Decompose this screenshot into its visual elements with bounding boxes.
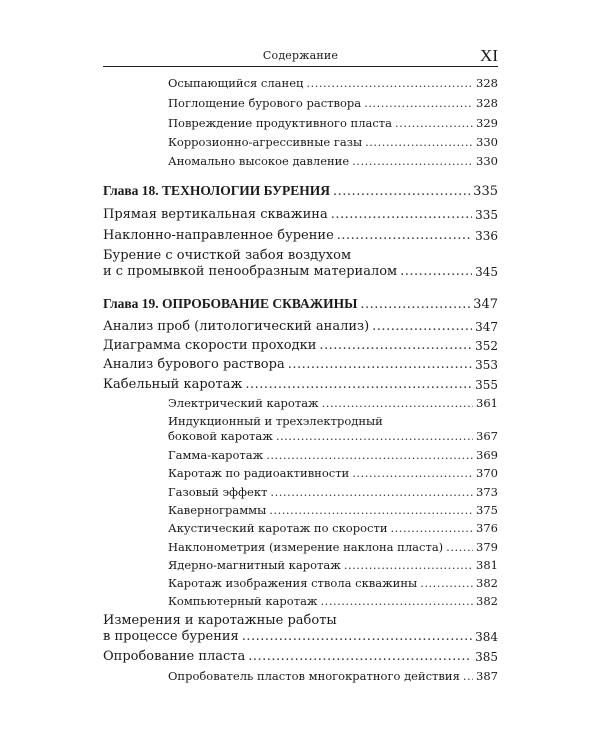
toc-chapter-entry[interactable] xyxy=(103,296,498,312)
toc-entry-label: Каротаж по радиоактивности xyxy=(168,466,350,480)
toc-entry-page: 367 xyxy=(476,429,498,443)
toc-entry[interactable] xyxy=(168,76,498,90)
toc-entry-label: Каротаж изображения ствола скважины xyxy=(168,576,418,590)
dot-leader xyxy=(248,649,472,664)
toc-entry[interactable] xyxy=(103,338,498,353)
toc-entry-page: 379 xyxy=(476,540,498,554)
toc-entry-label: и с промывкой пенообразным материалом xyxy=(103,264,398,279)
toc-entry-page: 345 xyxy=(475,265,498,279)
dot-leader xyxy=(321,594,474,608)
toc-entry[interactable] xyxy=(168,154,498,168)
toc-entry-page: 376 xyxy=(476,521,498,535)
toc-entry[interactable] xyxy=(168,594,498,608)
dot-leader xyxy=(352,154,473,168)
dot-leader xyxy=(245,377,472,392)
toc-entry-label: Аномально высокое давление xyxy=(168,154,350,168)
toc-entry-page: 336 xyxy=(475,229,498,243)
toc-entry[interactable] xyxy=(168,429,498,443)
toc-entry-label-line1: Индукционный и трехэлектродный xyxy=(168,414,383,428)
dot-leader xyxy=(269,503,473,517)
toc-entry-label: Опробование пласта xyxy=(103,649,246,664)
dot-leader xyxy=(306,76,473,90)
toc-entry-page: 330 xyxy=(476,154,498,168)
toc-entry-page: 361 xyxy=(476,396,498,410)
toc-entry[interactable] xyxy=(103,357,498,372)
dot-leader xyxy=(390,521,473,535)
toc-entry-page: 335 xyxy=(473,184,498,199)
toc-entry-page: 355 xyxy=(475,378,498,392)
toc-entry-label: Осыпающийся сланец xyxy=(168,76,304,90)
toc-entry-page: 353 xyxy=(475,358,498,372)
dot-leader xyxy=(372,319,472,334)
toc-entry[interactable] xyxy=(168,558,498,572)
toc-entry-page: 328 xyxy=(476,96,498,110)
dot-leader xyxy=(242,629,472,644)
page-number: XI xyxy=(480,46,498,65)
toc-entry-label: боковой каротаж xyxy=(168,429,273,443)
toc-entry[interactable] xyxy=(103,629,498,644)
toc-entry-page: 375 xyxy=(476,503,498,517)
toc-entry[interactable] xyxy=(103,377,498,392)
dot-leader xyxy=(319,338,472,353)
toc-entry-page: 328 xyxy=(476,76,498,90)
toc-entry-label-line1: Бурение с очисткой забоя воздухом xyxy=(103,248,352,263)
toc-entry-label: Кабельный каротаж xyxy=(103,377,243,392)
toc-entry-page: 382 xyxy=(476,576,498,590)
dot-leader xyxy=(352,466,473,480)
toc-entry-label: Повреждение продуктивного пласта xyxy=(168,116,393,130)
dot-leader xyxy=(270,485,473,499)
toc-entry[interactable] xyxy=(168,669,498,683)
toc-entry-label: Компьютерный каротаж xyxy=(168,594,318,608)
toc-entry-label: Прямая вертикальная скважина xyxy=(103,207,328,222)
toc-entry-page: 381 xyxy=(476,558,498,572)
toc-entry-label: Диаграмма скорости проходки xyxy=(103,338,317,353)
dot-leader xyxy=(364,96,473,110)
toc-entry-page: 382 xyxy=(476,594,498,608)
toc-entry[interactable] xyxy=(103,319,498,334)
toc-entry[interactable] xyxy=(168,503,498,517)
dot-leader xyxy=(360,297,470,312)
toc-entry-label: Наклонометрия (измерение наклона пласта) xyxy=(168,540,444,554)
toc-entry-page: 385 xyxy=(475,650,498,664)
dot-leader xyxy=(420,576,473,590)
toc-entry-page: 387 xyxy=(476,669,498,683)
toc-entry[interactable] xyxy=(168,448,498,462)
dot-leader xyxy=(344,558,473,572)
dot-leader xyxy=(365,135,473,149)
toc-entry-label: Наклонно-направленное бурение xyxy=(103,228,334,243)
toc-entry[interactable] xyxy=(168,521,498,535)
toc-entry-label: Электрический каротаж xyxy=(168,396,319,410)
toc-entry-label-line1: Измерения и каротажные работы xyxy=(103,613,337,628)
toc-entry-page: 369 xyxy=(476,448,498,462)
toc-entry-label: Опробователь пластов многократного действия xyxy=(168,669,460,683)
toc-entry-page: 347 xyxy=(473,297,498,312)
toc-entry-label: Поглощение бурового раствора xyxy=(168,96,362,110)
toc-entry[interactable] xyxy=(168,396,498,410)
dot-leader xyxy=(395,116,473,130)
toc-entry-label: Ядерно-магнитный каротаж xyxy=(168,558,341,572)
toc-entry[interactable] xyxy=(103,228,498,243)
toc-entry-label: Коррозионно-агрессивные газы xyxy=(168,135,363,149)
dot-leader xyxy=(322,396,473,410)
toc-entry[interactable] xyxy=(168,466,498,480)
toc-entry[interactable] xyxy=(103,649,498,664)
toc-entry[interactable] xyxy=(168,116,498,130)
dot-leader xyxy=(463,669,473,683)
toc-entry-label: Анализ проб (литологический анализ) xyxy=(103,319,370,334)
toc-entry-page: 347 xyxy=(475,320,498,334)
toc-entry-page: 352 xyxy=(475,339,498,353)
dot-leader xyxy=(400,264,472,279)
toc-entry-label: Анализ бурового раствора xyxy=(103,357,285,372)
toc-entry[interactable] xyxy=(168,576,498,590)
toc-entry[interactable] xyxy=(168,135,498,149)
toc-entry-page: 329 xyxy=(476,116,498,130)
toc-entry[interactable] xyxy=(168,485,498,499)
toc-entry[interactable] xyxy=(103,264,498,279)
running-header-title: Содержание xyxy=(262,49,339,62)
toc-entry-label: Газовый эффект xyxy=(168,485,268,499)
toc-entry[interactable] xyxy=(103,207,498,222)
dot-leader xyxy=(276,429,473,443)
toc-entry-page: 335 xyxy=(475,208,498,222)
dot-leader xyxy=(288,357,472,372)
dot-leader xyxy=(333,184,470,199)
toc-entry[interactable] xyxy=(168,96,498,110)
toc-chapter-entry[interactable] xyxy=(103,183,498,199)
chapter-title: Глава 18. ТЕХНОЛОГИИ БУРЕНИЯ xyxy=(103,183,331,198)
toc-entry-page: 370 xyxy=(476,466,498,480)
dot-leader xyxy=(266,448,473,462)
chapter-title: Глава 19. ОПРОБОВАНИЕ СКВАЖИНЫ xyxy=(103,296,358,311)
toc-entry-label: в процессе бурения xyxy=(103,629,239,644)
toc-entry-page: 373 xyxy=(476,485,498,499)
dot-leader xyxy=(331,207,472,222)
toc-entry[interactable] xyxy=(168,540,498,554)
dot-leader xyxy=(337,228,472,243)
toc-entry-label: Кавернограммы xyxy=(168,503,267,517)
toc-entry-label: Гамма-каротаж xyxy=(168,448,264,462)
dot-leader xyxy=(446,540,473,554)
toc-entry-label: Акустический каротаж по скорости xyxy=(168,521,388,535)
toc-entry-page: 384 xyxy=(475,630,498,644)
toc-entry-page: 330 xyxy=(476,135,498,149)
